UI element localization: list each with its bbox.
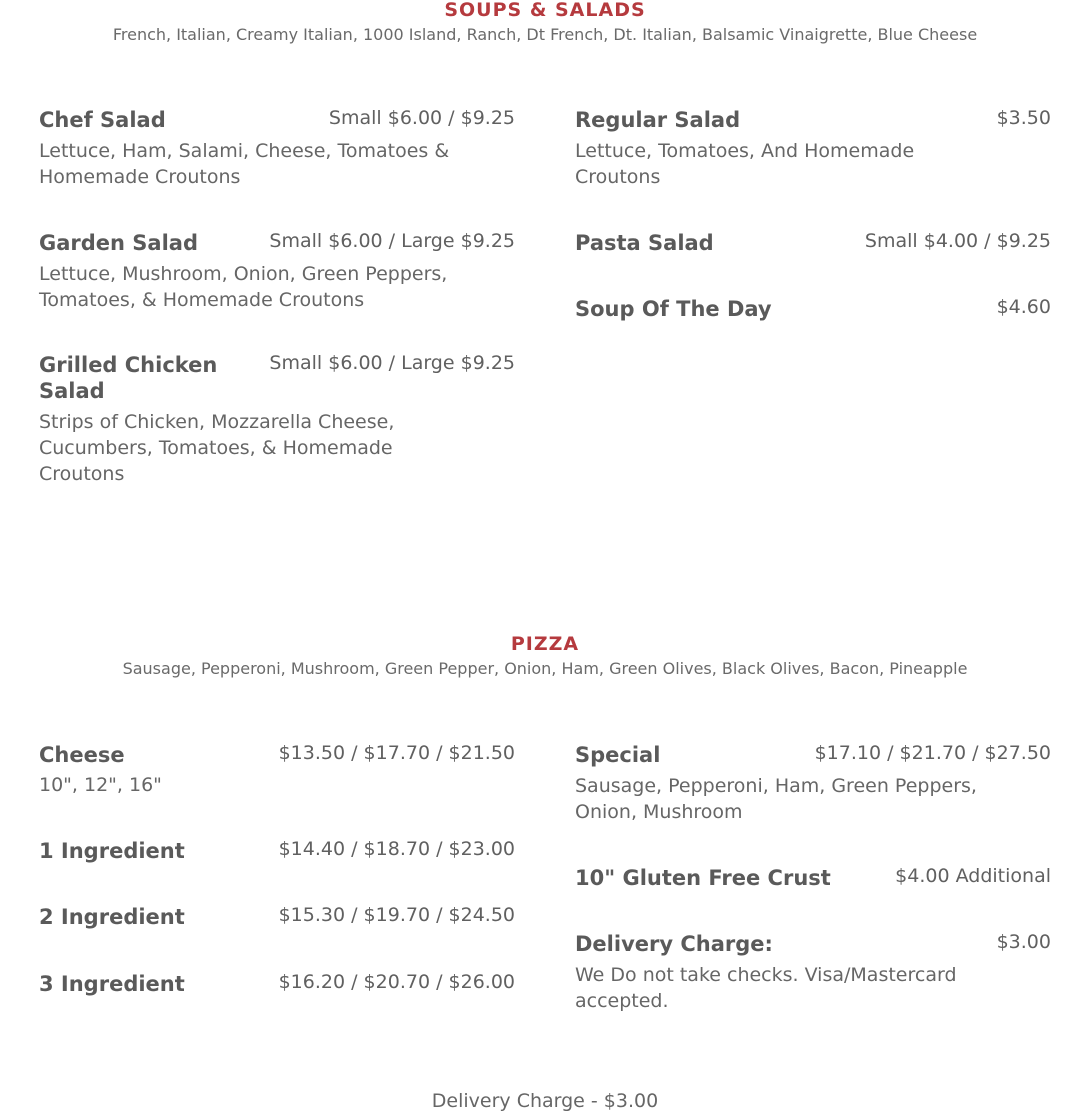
pizza-title: PIZZA bbox=[510, 633, 580, 655]
soups-salads-section bbox=[0, 0, 1090, 45]
item-price: $17.10 / $21.70 / $27.50 bbox=[814, 742, 1051, 764]
item-description: Lettuce, Tomatoes, And Homemade Croutons bbox=[575, 140, 915, 188]
menu-item-1-ingredient bbox=[39, 838, 515, 864]
item-price: $3.50 bbox=[996, 107, 1051, 129]
item-description: We Do not take checks. Visa/Mastercard accepted. bbox=[575, 964, 957, 1012]
item-price: Small $6.00 / Large $9.25 bbox=[269, 352, 515, 374]
menu-item-garden-salad bbox=[39, 230, 515, 313]
pizza-section bbox=[0, 634, 1090, 679]
menu-item-regular-salad bbox=[575, 107, 1051, 190]
delivery-charge-note: Delivery Charge - $3.00 bbox=[431, 1090, 659, 1112]
menu-item-soup-of-the-day bbox=[575, 296, 1051, 322]
item-price: $15.30 / $19.70 / $24.50 bbox=[278, 904, 515, 926]
menu-item-gluten-free-crust bbox=[575, 865, 1051, 891]
item-name: Chef Salad bbox=[39, 108, 166, 132]
dressings-list: French, Italian, Creamy Italian, 1000 Island, Ranch, Dt French, Dt. Italian, Balsamic Vinaigrette, Blue Cheese bbox=[112, 25, 978, 44]
item-price: Small $6.00 / Large $9.25 bbox=[269, 230, 515, 252]
menu-item-2-ingredient bbox=[39, 904, 515, 930]
item-name: 2 Ingredient bbox=[39, 905, 185, 929]
item-description: Lettuce, Ham, Salami, Cheese, Tomatoes & Homemade Croutons bbox=[39, 140, 450, 188]
item-price: $4.60 bbox=[996, 296, 1051, 318]
menu-item-grilled-chicken-salad bbox=[39, 352, 515, 487]
item-price: Small $4.00 / $9.25 bbox=[864, 230, 1051, 252]
soups-salads-title: SOUPS & SALADS bbox=[444, 0, 646, 21]
item-price: $16.20 / $20.70 / $26.00 bbox=[278, 971, 515, 993]
item-description: 10", 12", 16" bbox=[39, 774, 162, 796]
item-name: Delivery Charge: bbox=[575, 932, 773, 956]
item-price: $3.00 bbox=[996, 931, 1051, 953]
item-price: $13.50 / $17.70 / $21.50 bbox=[278, 742, 515, 764]
item-price: $4.00 Additional bbox=[895, 865, 1051, 887]
item-name: Special bbox=[575, 743, 661, 767]
menu-item-special-pizza bbox=[575, 742, 1051, 825]
soups-left-column bbox=[39, 107, 515, 487]
item-name: Soup Of The Day bbox=[575, 297, 772, 321]
item-name: Garden Salad bbox=[39, 231, 198, 255]
item-name: 10" Gluten Free Crust bbox=[575, 866, 831, 890]
item-name: Regular Salad bbox=[575, 108, 741, 132]
menu-item-delivery-charge bbox=[575, 931, 1051, 1014]
item-description: Lettuce, Mushroom, Onion, Green Peppers, Tomatoes, & Homemade Croutons bbox=[39, 263, 448, 311]
item-name: Cheese bbox=[39, 743, 125, 767]
item-name: Grilled Chicken Salad bbox=[39, 353, 218, 403]
menu-item-pasta-salad bbox=[575, 230, 1051, 256]
toppings-list: Sausage, Pepperoni, Mushroom, Green Pepper, Onion, Ham, Green Olives, Black Olives, Bacon, Pineapple bbox=[122, 659, 968, 678]
menu-item-chef-salad bbox=[39, 107, 515, 190]
item-description: Sausage, Pepperoni, Ham, Green Peppers, Onion, Mushroom bbox=[575, 775, 977, 823]
item-price: $14.40 / $18.70 / $23.00 bbox=[278, 838, 515, 860]
menu-item-3-ingredient bbox=[39, 971, 515, 997]
soups-right-column bbox=[575, 107, 1051, 322]
menu-item-cheese-pizza bbox=[39, 742, 515, 798]
pizza-right-column bbox=[575, 742, 1051, 1014]
pizza-left-column bbox=[39, 742, 515, 997]
item-price: Small $6.00 / $9.25 bbox=[328, 107, 515, 129]
item-name: Pasta Salad bbox=[575, 231, 714, 255]
item-description: Strips of Chicken, Mozzarella Cheese, Cucumbers, Tomatoes, & Homemade Croutons bbox=[39, 411, 395, 485]
item-name: 3 Ingredient bbox=[39, 972, 185, 996]
item-name: 1 Ingredient bbox=[39, 839, 185, 863]
